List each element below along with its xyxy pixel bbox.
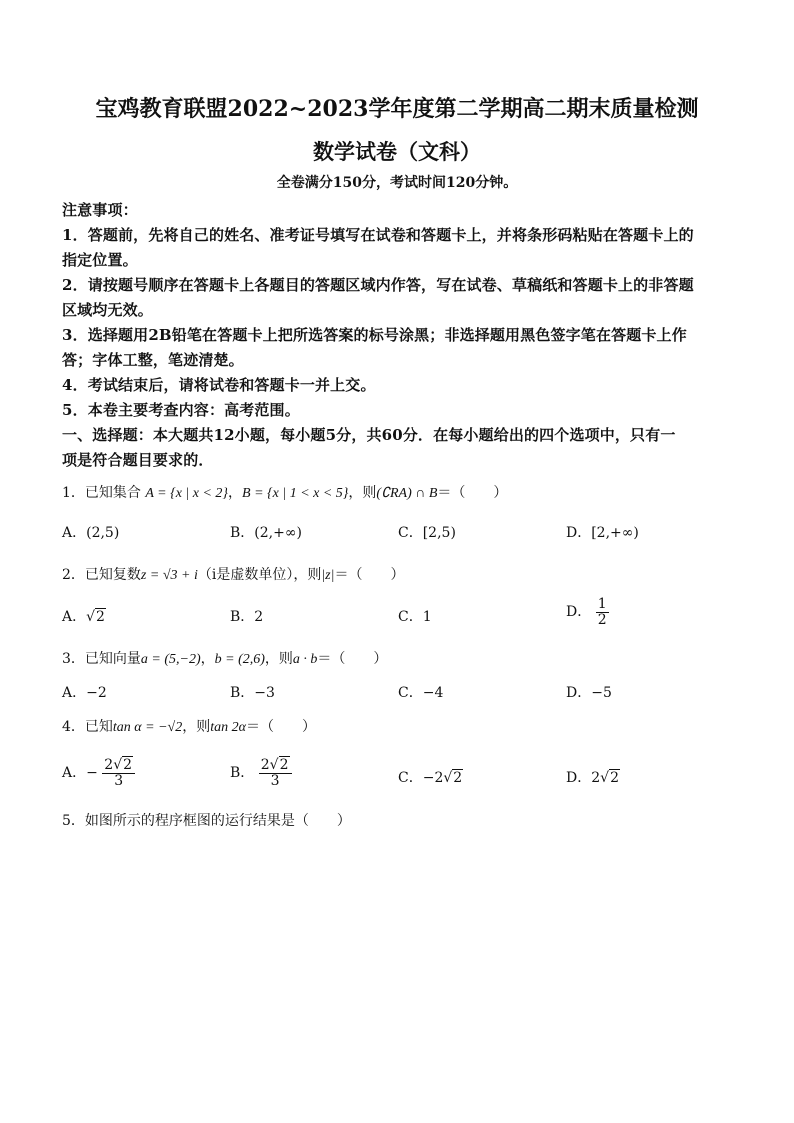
q4-option-d: D．2√2 (566, 770, 619, 786)
q3-option-a: A．−2 (62, 685, 107, 701)
exam-subtitle: 数学试卷（文科） (313, 139, 481, 164)
set-expression: (∁RA) ∩ B (376, 486, 438, 501)
question-5: 5．如图所示的程序框图的运行结果是（ ） (62, 813, 351, 829)
q4-option-c: C．−2√2 (398, 770, 463, 786)
section-heading: 一、选择题：本大题共12小题，每小题5分，共60分．在每小题给出的四个选项中，只有一 (62, 426, 676, 444)
q1-option-d: D．[2,+∞) (566, 525, 639, 541)
vector-b: b = (2,6) (214, 652, 265, 667)
q3-option-c: C．−4 (398, 685, 444, 701)
q3-option-b: B．−3 (230, 685, 275, 701)
q2-option-b: B．2 (230, 609, 264, 625)
note-line: 答；字体工整，笔迹清楚。 (62, 351, 244, 369)
q1-option-b: B．(2,+∞) (230, 525, 302, 541)
q2-option-c: C．1 (398, 609, 432, 625)
tan-given: tan α = −√2 (112, 720, 183, 735)
fraction: $\frac{2√2}{3}$ (259, 758, 292, 788)
dot-product: a · b (292, 652, 318, 667)
section-heading-cont: 项是符合题目要求的． (62, 451, 214, 469)
q1-option-c: C．[2,5) (398, 525, 456, 541)
complex-z: z = √3 + i (140, 568, 198, 583)
tan-double: tan 2α (210, 720, 246, 735)
q3-option-d: D．−5 (566, 685, 612, 701)
question-2: 2．已知复数z = √3 + i（i是虚数单位），则|z|＝（ ） (62, 567, 405, 583)
note-line: 5．本卷主要考查内容：高考范围。 (62, 401, 300, 419)
question-3: 3．已知向量a = (5,−2)，b = (2,6)，则a · b＝（ ） (62, 651, 388, 667)
note-line: 1．答题前，先将自己的姓名、准考证号填写在试卷和答题卡上，并将条形码粘贴在答题卡上的 (62, 226, 694, 244)
set-a: A = {x | x < 2} (145, 486, 229, 501)
vector-a: a = (5,−2) (140, 652, 201, 667)
q1-option-a: A．(2,5) (62, 525, 120, 541)
q4-option-b: B． $\frac{2√2}{3}$ (230, 758, 292, 788)
question-4: 4．已知tan α = −√2，则tan 2α＝（ ） (62, 719, 316, 735)
fraction: $\frac{2√2}{3}$ (102, 758, 135, 788)
note-line: 区域均无效。 (62, 301, 153, 319)
note-line: 2．请按题号顺序在答题卡上各题目的答题区域内作答，写在试卷、草稿纸和答题卡上的非答题 (62, 276, 694, 294)
exam-info: 全卷满分150分，考试时间120分钟。 (276, 175, 518, 191)
note-line: 3．选择题用2B铅笔在答题卡上把所选答案的标号涂黑；非选择题用黑色签字笔在答题卡上作 (62, 326, 687, 344)
question-1: 1．已知集合 A = {x | x < 2}，B = {x | 1 < x < 5}，则(∁RA) ∩ B＝（ ） (62, 485, 508, 501)
set-b: B = {x | 1 < x < 5} (242, 486, 349, 501)
exam-title: 宝鸡教育联盟2022~2023学年度第二学期高二期末质量检测 (95, 96, 699, 122)
modulus-z: |z| (321, 568, 335, 583)
fraction: $\frac{1}{2}$ (597, 596, 607, 628)
q2-option-d: D． $\frac{1}{2}$ (566, 596, 607, 628)
q4-option-a: A．− $\frac{2√2}{3}$ (62, 758, 135, 788)
note-line: 指定位置。 (62, 251, 138, 269)
note-line: 4．考试结束后，请将试卷和答题卡一并上交。 (62, 376, 376, 394)
q2-option-a: A．√2 (62, 609, 105, 625)
notes-heading: 注意事项： (62, 201, 138, 219)
